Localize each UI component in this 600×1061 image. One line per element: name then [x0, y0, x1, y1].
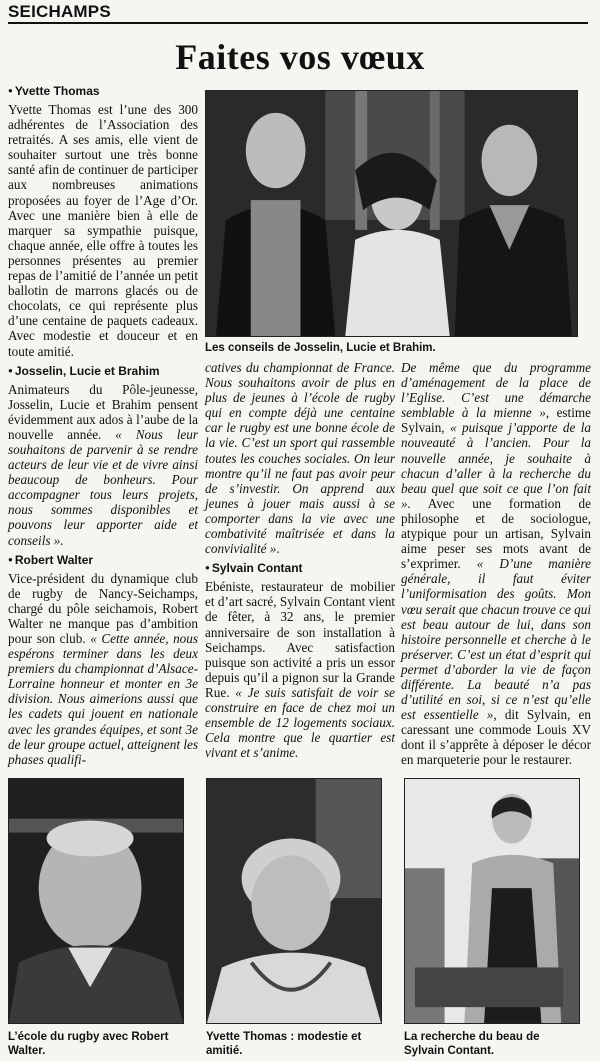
caption-yvette: Yvette Thomas : modestie et amitié.	[206, 1031, 362, 1057]
article-yvette-text: Yvette Thomas est l’une des 300 adhérentes de l’Association des retraités. A ses amis, elle vient de souhaiter surtout une très bonne santé afin de continuer de participer aux nombreuses animations proposées au foyer de l’Age d’Or. Avec une manière bien à elle de marquer sa sympathie puisque, chaque année, elle offre à toutes les personnes présentes au premier repas de l’amitié de l’année un petit ballotin de marrons glacés ou de chocolats, ce qui représente plus d’une centaine de paquets cadeaux. Avec modestie et douceur et en toute amitié.	[8, 102, 198, 359]
sylvain-quote-1-end: De même que du programme d’aménagement de la place de l’Eglise. C’est une démarche semblable à la mienne »	[401, 360, 591, 421]
robert-quote-continued: catives du championnat de France. Nous souhaitons avoir de plus en plus de jeunes à l’école de rugby qui en compte déjà une centaine car le rugby est une bonne école de la vie. C’est un sport qui rassemble toutes les couches sociales. On leur montre qu’il ne faut pas avoir peur de s’investir. On apprend aux jeunes à jouer mais aussi à se comporter dans la vie avec une combativité maîtrisée et dans la convivialité »	[205, 360, 395, 557]
column-3	[401, 360, 591, 772]
photo-robert-walter	[8, 778, 184, 1024]
subhead-sylvain: ● Sylvain Contant	[205, 560, 395, 576]
caption-main-photo: Les conseils de Josselin, Lucie et Brahim.	[205, 342, 436, 354]
subhead-robert: ● Robert Walter	[8, 552, 198, 568]
josselin-intro: Animateurs du Pôle-jeunesse, Josselin, Lucie et Brahim pensent évidemment aux ados à l’aube de la nouvelle année.	[8, 381, 198, 442]
subhead-josselin: ● Josselin, Lucie et Brahim	[8, 363, 198, 379]
article-robert-text	[8, 571, 198, 767]
caption-robert: L’école du rugby avec Robert Walter.	[8, 1031, 169, 1057]
sylvain-intro: Ebéniste, restaurateur de mobilier et d’art sacré, Sylvain Contant vient de fêter, à 32 ans, le premier anniversaire de son installation à Seichamps. Avec satisfaction puisque son activité a pris un essor depuis qu’il a pignon sur la Grande Rue.	[205, 579, 395, 700]
sylvain-quote-3: « D’une manière générale, il faut éviter l’uniformisation des goûts. Mon vœu serait que chacun trouve ce qui est beau autour de lui, dans son histoire personnelle et cherche à le préserver. C’est un état d’esprit qui permet d’aborder la vie de façon différente. La beauté n’a pas d’utilité en soi, si ce n’est qu’elle est essentielle »	[401, 556, 592, 723]
josselin-quote: « Nous leur souhaitons de parvenir à se rendre acteurs de leur vie et de vivre ainsi beaucoup de bonheurs. Pour accompagner tous leurs projets, nous sommes disponibles et pouvons leur apporter aide et conseils ».	[8, 426, 199, 548]
photo-yvette-thomas	[206, 778, 382, 1024]
photo-josselin-lucie-brahim	[205, 90, 578, 337]
headline: Faites vos vœux	[175, 37, 425, 77]
subhead-yvette: ● Yvette Thomas	[8, 83, 198, 99]
sylvain-text-4: , dit Sylvain, en caressant une commode Louis XV dont il s’apprête à déposer le décor en marqueterie pour le restaurer.	[401, 707, 592, 768]
top-rule	[8, 22, 588, 24]
sylvain-text-2: , estime Sylvain,	[401, 405, 591, 436]
article-sylvain-continued	[401, 360, 591, 768]
sylvain-quote-2: « puisque j’apporte de la nouveauté à l’ancien. Pour la nouvelle année, je souhaite à chacun d’aller à la recherche du beau quel que soit ce que l’on fait ».	[401, 420, 592, 511]
photo-sylvain-contant	[404, 778, 580, 1024]
robert-quote-end: catives du championnat de France. Nous souhaitons avoir de plus en plus de jeunes à l’école de rugby qui en compte déjà une centaine car le rugby est une bonne école de la vie. C’est un sport qui rassemble toutes les couches sociales. On leur montre qu’il ne faut pas avoir peur de s’investir. On apprend aux jeunes à jouer mais aussi à se comporter dans la vie avec une combativité maîtrisée et dans la convivialité ».	[205, 360, 395, 557]
caption-sylvain: La recherche du beau de Sylvain Contant.	[404, 1031, 540, 1057]
robert-intro: Vice-président du dynamique club de rugby de Nancy-Seichamps, chargé du pôle seichamois, Robert Walter ne manque pas d’ambition pour son club.	[8, 570, 198, 646]
column-2	[205, 360, 395, 764]
sylvain-text-3: Avec une formation de philosophe et de sociologue, atypique pour un artisan, Sylvain aime peser ses mots avant de s’exprimer.	[401, 495, 591, 572]
section-label: SEICHAMPS	[8, 2, 111, 21]
article-josselin-text	[8, 382, 198, 548]
article-sylvain-text	[205, 579, 395, 760]
column-1	[8, 83, 198, 771]
robert-quote-start: « Cette année, nous espérons terminer dans les deux premiers du championnat d’Alsace-Lorraine honneur et monter en 3e division. Nous aimerions aussi que les cadets qui jouent en nationale avec les grandes équipes, et sont 3e de leur groupe actuel, atteignent les phases qualifi-	[8, 631, 198, 767]
sylvain-quote-1-start: « Je suis satisfait de voir se construire en face de chez moi un ensemble de 12 logements sociaux. Cela montre que le quartier est vivant et s’anime.	[205, 684, 395, 761]
